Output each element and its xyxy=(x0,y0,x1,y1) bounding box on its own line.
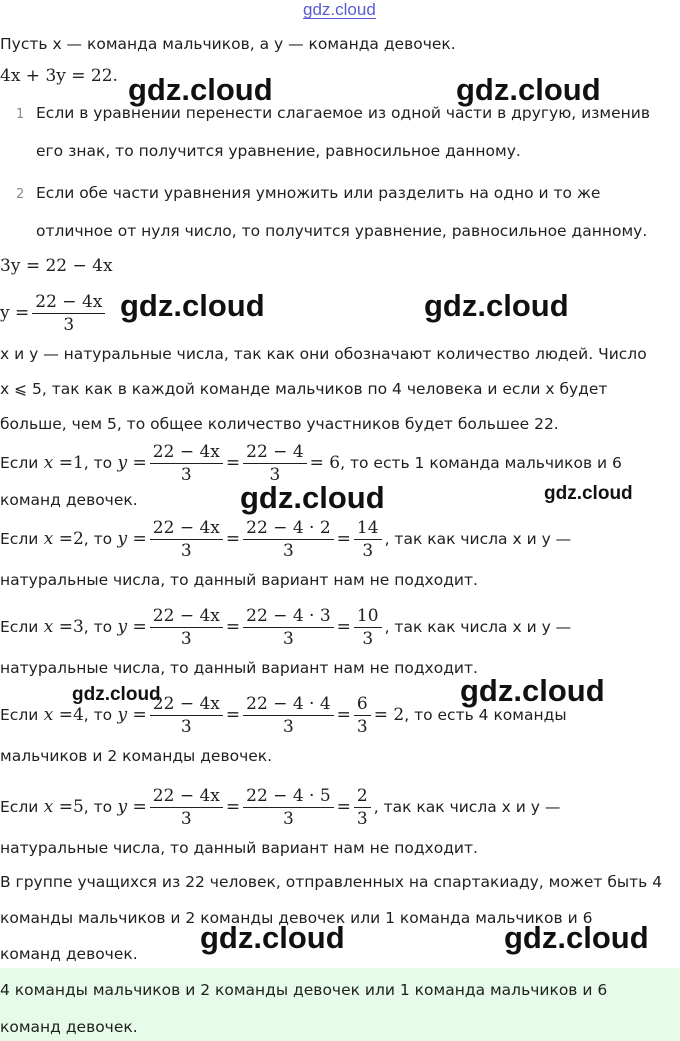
answer-text: 4 команды мальчиков и 2 команды девочек или 1 команда мальчиков и 6 xyxy=(0,981,608,999)
equals-sign: = xyxy=(225,529,241,549)
watermark: gdz.cloud xyxy=(120,288,265,323)
case-continuation: натуральные числа, то данный вариант нам не подходит. xyxy=(0,839,478,857)
watermark: gdz.cloud xyxy=(128,72,273,107)
case-fraction-general: $\frac{22 - 4x}{3}$ xyxy=(150,442,223,485)
case-y-label: y = xyxy=(112,797,147,817)
case-to: , то xyxy=(83,798,113,816)
equals-sign: = xyxy=(225,453,241,473)
case-prefix: Если xyxy=(0,706,39,724)
case-fraction-substituted: $\frac{22 - 4 \cdot 2}{3}$ xyxy=(243,518,334,561)
case-x-label: x = xyxy=(38,705,73,725)
rule-text: отличное от нуля число, то получится уравнение, равносильное данному. xyxy=(36,222,648,240)
case-tail: , так как числа x и y — xyxy=(384,530,572,548)
case-y-label: y = xyxy=(112,529,147,549)
case-row xyxy=(0,514,571,564)
answer-box xyxy=(0,968,680,1041)
case-prefix: Если xyxy=(0,618,39,636)
rule-number: 1 xyxy=(16,107,25,122)
reason-text: больше, чем 5, то общее количество участников будет большее 22. xyxy=(0,415,559,433)
case-y-label: y = xyxy=(112,453,147,473)
case-fraction-result: $\frac{14}{3}$ xyxy=(354,518,382,561)
case-x-label: x = xyxy=(38,797,73,817)
case-fraction-general: $\frac{22 - 4x}{3}$ xyxy=(150,694,223,737)
watermark: gdz.cloud xyxy=(72,684,161,705)
case-x-value: 3 xyxy=(72,617,84,637)
conclusion-text: В группе учащихся из 22 человек, отправленных на спартакиаду, может быть 4 xyxy=(0,873,663,891)
case-x-value: 2 xyxy=(72,529,84,549)
case-fraction-result: $\frac{10}{3}$ xyxy=(354,606,382,649)
case-result: = 6 xyxy=(309,453,341,473)
answer-text: команд девочек. xyxy=(0,1018,138,1036)
main-equation: 4x + 3y = 22. xyxy=(0,66,118,86)
watermark: gdz.cloud xyxy=(240,480,385,515)
case-tail: , так как числа x и y — xyxy=(384,618,572,636)
step-equation: 3y = 22 − 4x xyxy=(0,256,113,276)
rule-text: его знак, то получится уравнение, равносильное данному. xyxy=(36,142,521,160)
watermark: gdz.cloud xyxy=(504,920,649,955)
case-x-value: 5 xyxy=(72,797,84,817)
watermark: gdz.cloud xyxy=(544,483,633,504)
case-row xyxy=(0,602,571,652)
header-site-link[interactable]: gdz.cloud xyxy=(303,0,376,19)
watermark: gdz.cloud xyxy=(456,72,601,107)
reason-text: x ⩽ 5, так как в каждой команде мальчиков по 4 человека и если x будет xyxy=(0,380,608,398)
case-y-label: y = xyxy=(112,705,147,725)
case-fraction-substituted: $\frac{22 - 4 \cdot 4}{3}$ xyxy=(243,694,334,737)
equals-sign: = xyxy=(336,797,351,817)
rule-text: Если обе части уравнения умножить или разделить на одно и то же xyxy=(36,184,601,202)
equals-sign: = xyxy=(225,705,241,725)
intro-text: Пусть x — команда мальчиков, а y — команда девочек. xyxy=(0,35,456,53)
equals-sign: = xyxy=(225,797,241,817)
rule-text: Если в уравнении перенести слагаемое из одной части в другую, изменив xyxy=(36,104,650,122)
case-fraction-substituted: $\frac{22 - 4 \cdot 3}{3}$ xyxy=(243,606,334,649)
case-to: , то xyxy=(83,706,113,724)
case-continuation: мальчиков и 2 команды девочек. xyxy=(0,747,273,765)
case-fraction-result: $\frac{2}{3}$ xyxy=(354,786,371,829)
case-result: = 2 xyxy=(373,705,405,725)
case-prefix: Если xyxy=(0,454,39,472)
rule-number: 2 xyxy=(16,187,25,202)
case-x-label: x = xyxy=(38,617,73,637)
case-y-label: y = xyxy=(112,617,147,637)
case-fraction-substituted: $\frac{22 - 4}{3}$ xyxy=(243,442,307,485)
equals-sign: = xyxy=(225,617,241,637)
case-x-label: x = xyxy=(38,529,73,549)
case-x-value: 1 xyxy=(72,453,84,473)
equals-sign: = xyxy=(336,705,351,725)
equals-sign: = xyxy=(336,529,351,549)
case-prefix: Если xyxy=(0,798,39,816)
case-x-label: x = xyxy=(38,453,73,473)
conclusion-text: команды мальчиков и 2 команды девочек или 1 команда мальчиков и 6 xyxy=(0,909,593,927)
case-fraction-general: $\frac{22 - 4x}{3}$ xyxy=(150,786,223,829)
case-continuation: команд девочек. xyxy=(0,491,138,509)
step-fraction-equation xyxy=(0,288,108,338)
case-tail: , то есть 1 команда мальчиков и 6 xyxy=(340,454,622,472)
case-fraction-substituted: $\frac{22 - 4 \cdot 5}{3}$ xyxy=(243,786,334,829)
case-to: , то xyxy=(83,618,113,636)
case-fraction-general: $\frac{22 - 4x}{3}$ xyxy=(150,518,223,561)
watermark: gdz.cloud xyxy=(424,288,569,323)
case-fraction-general: $\frac{22 - 4x}{3}$ xyxy=(150,606,223,649)
fraction: $\frac{22 - 4x}{3}$ xyxy=(32,292,105,335)
case-continuation: натуральные числа, то данный вариант нам не подходит. xyxy=(0,659,478,677)
lhs: y = xyxy=(0,303,30,323)
case-tail: , так как числа x и y — xyxy=(373,798,561,816)
case-x-value: 4 xyxy=(72,705,84,725)
reason-text: x и y — натуральные числа, так как они обозначают количество людей. Число xyxy=(0,345,647,363)
case-tail: , то есть 4 команды xyxy=(404,706,567,724)
watermark: gdz.cloud xyxy=(200,920,345,955)
case-row xyxy=(0,782,560,832)
case-to: , то xyxy=(83,530,113,548)
conclusion-text: команд девочек. xyxy=(0,945,138,963)
case-prefix: Если xyxy=(0,530,39,548)
case-fraction-result: $\frac{6}{3}$ xyxy=(354,694,371,737)
watermark: gdz.cloud xyxy=(460,673,605,708)
equals-sign: = xyxy=(336,617,351,637)
case-continuation: натуральные числа, то данный вариант нам не подходит. xyxy=(0,571,478,589)
case-to: , то xyxy=(83,454,113,472)
